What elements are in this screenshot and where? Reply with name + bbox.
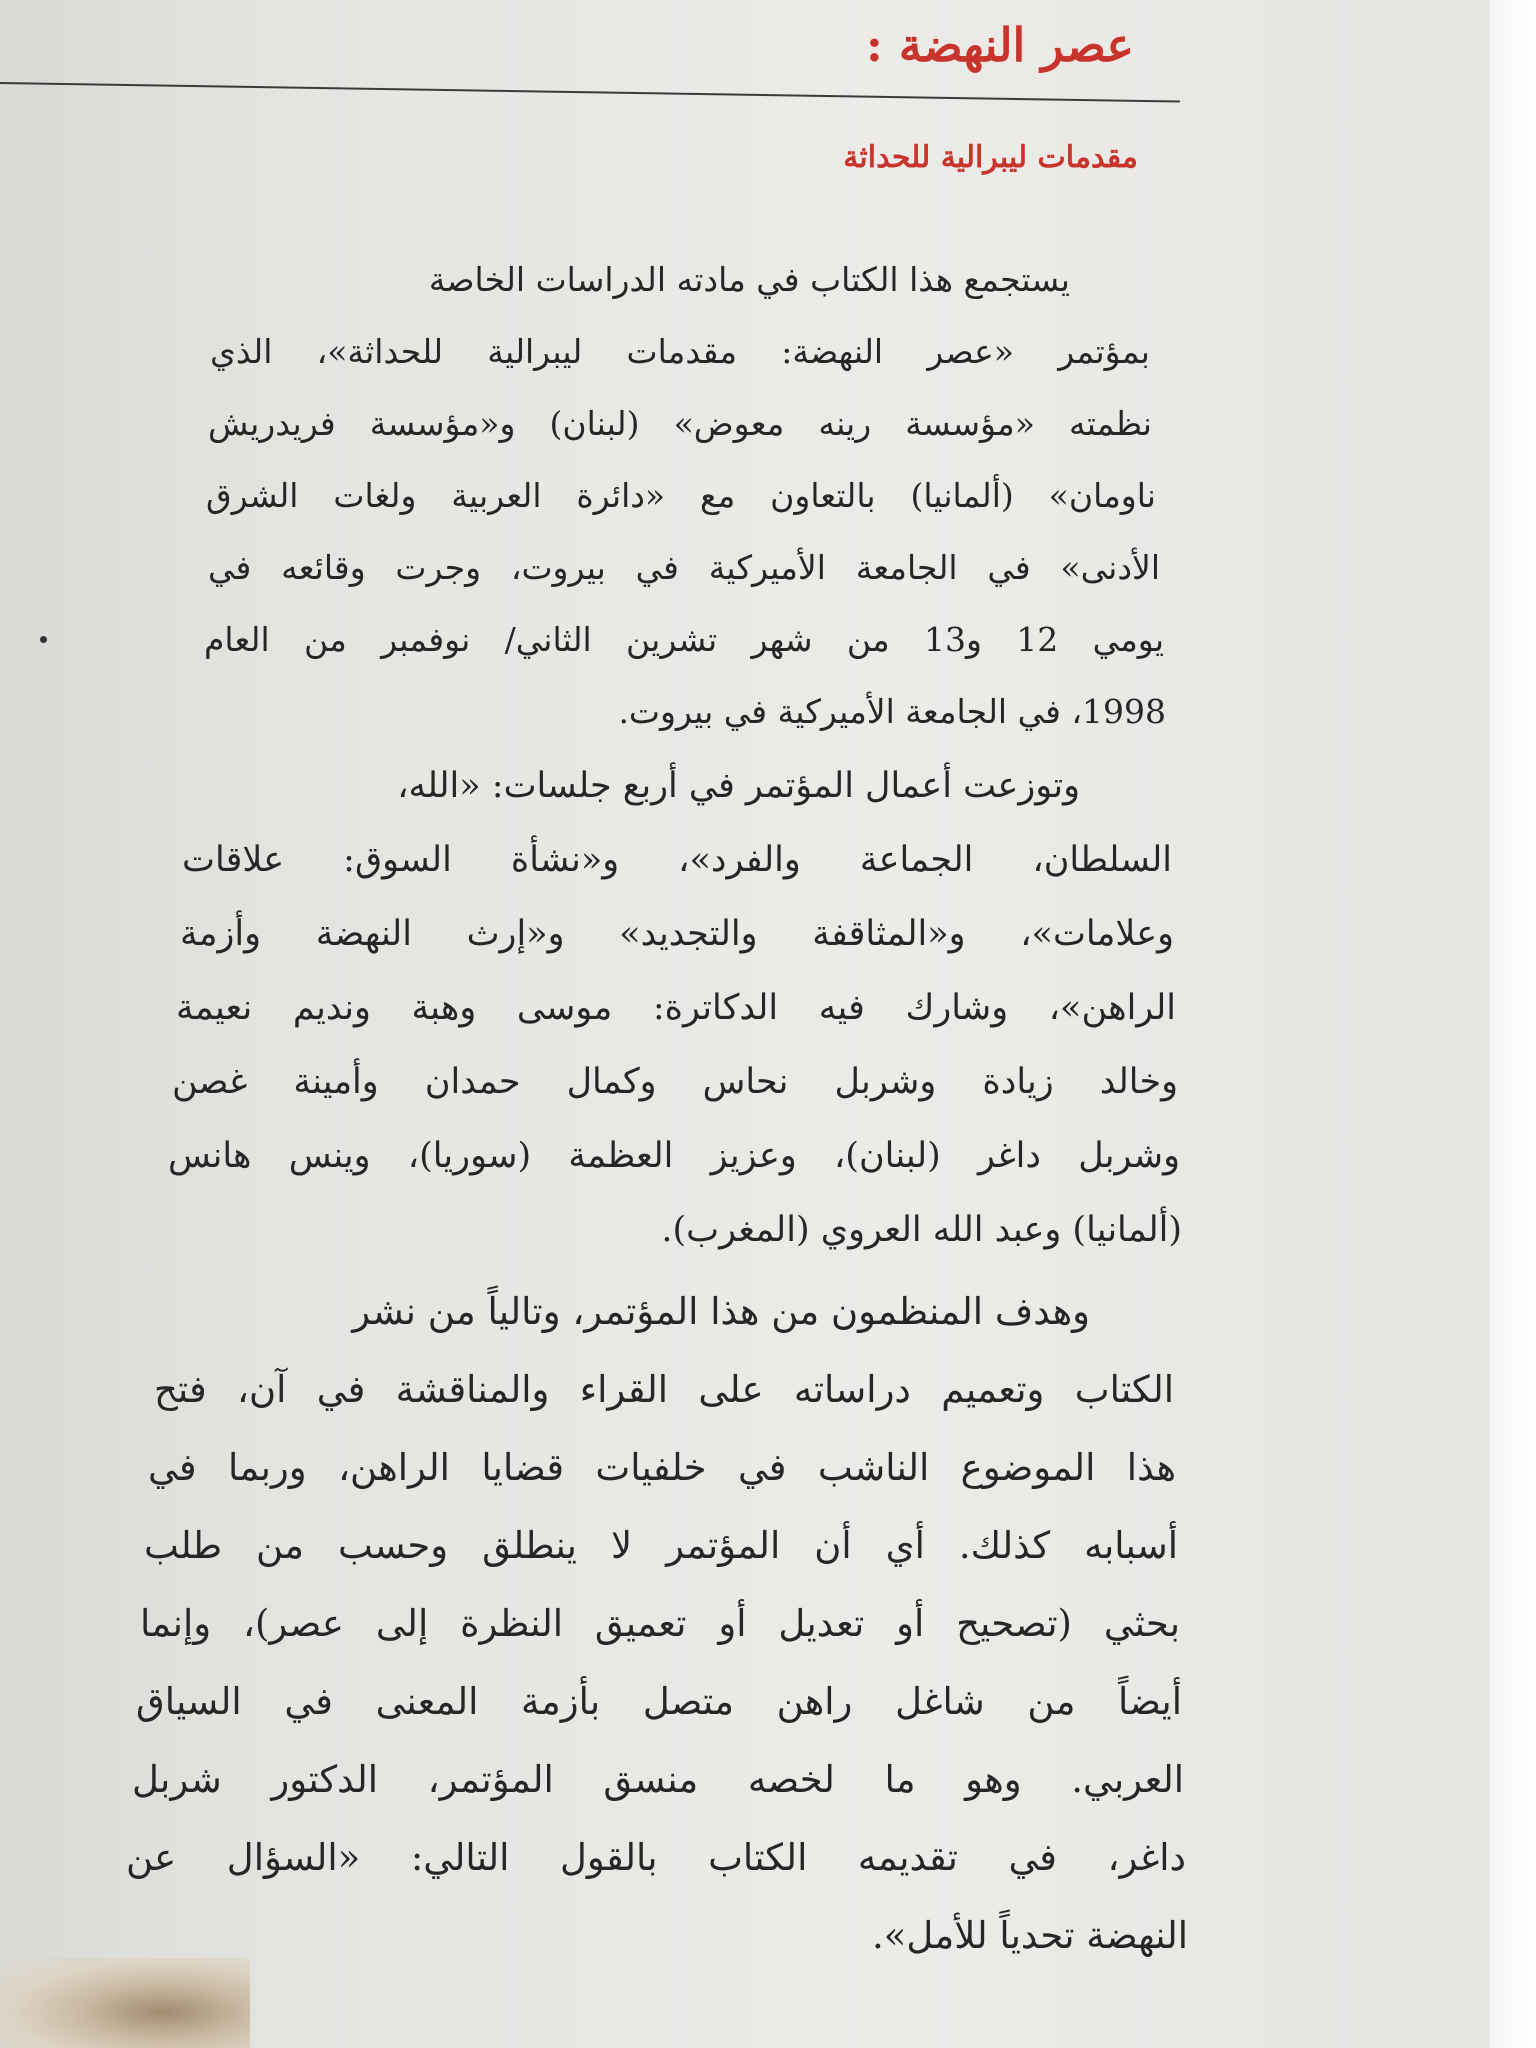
paragraph-line: هذا الموضوع الناشب في خلفيات قضايا الراهن، وربما في <box>148 1446 1176 1489</box>
paragraph-line: أيضاً من شاغل راهن متصل بأزمة المعنى في السياق <box>136 1680 1182 1723</box>
page-edge <box>1490 0 1536 2048</box>
ink-dot <box>40 636 47 643</box>
paragraph-line: بحثي (تصحيح أو تعديل أو تعميق النظرة إلى عصر)، وإنما <box>140 1602 1180 1645</box>
paragraph-line: الكتاب وتعميم دراساته على القراء والمناقشة في آن، فتح <box>154 1368 1174 1411</box>
header-rule <box>0 82 1180 103</box>
paragraph-line: أسبابه كذلك. أي أن المؤتمر لا ينطلق وحسب من طلب <box>144 1524 1178 1567</box>
paragraph-line: العربي. وهو ما لخصه منسق المؤتمر، الدكتور شربل <box>132 1758 1184 1801</box>
paragraph-line: الأدنى» في الجامعة الأميركية في بيروت، وجرت وقائعه في <box>208 548 1160 587</box>
paragraph-line: وهدف المنظمون من هذا المؤتمر، وتالياً من نشر <box>352 1290 1090 1333</box>
chapter-title: عصر النهضة : <box>865 18 1134 72</box>
page-stain <box>0 1958 250 2048</box>
paragraph-line: النهضة تحدياً للأمل». <box>872 1914 1188 1957</box>
paragraph-line: يستجمع هذا الكتاب في مادته الدراسات الخاصة <box>428 260 1070 299</box>
paragraph-line: بمؤتمر «عصر النهضة: مقدمات ليبرالية للحداثة»، الذي <box>210 332 1150 371</box>
paragraph-line: وتوزعت أعمال المؤتمر في أربع جلسات: «الله، <box>397 766 1080 806</box>
paragraph-line: وعلامات»، و«المثاقفة والتجديد» و«إرث النهضة وأزمة <box>180 914 1174 954</box>
paragraph-line: نظمته «مؤسسة رينه معوض» (لبنان) و«مؤسسة فريدريش <box>208 404 1152 443</box>
paragraph-line: داغر، في تقديمه الكتاب بالقول التالي: «السؤال عن <box>126 1836 1186 1879</box>
paragraph-line: وخالد زيادة وشربل نحاس وكمال حمدان وأمينة غصن <box>172 1062 1178 1102</box>
paragraph-line: 1998، في الجامعة الأميركية في بيروت. <box>618 692 1166 731</box>
paragraph-line: الراهن»، وشارك فيه الدكاترة: موسى وهبة ونديم نعيمة <box>176 988 1176 1028</box>
paragraph-line: يومي 12 و13 من شهر تشرين الثاني/ نوفمبر من العام <box>204 620 1165 659</box>
paragraph-line: ناومان» (ألمانيا) بالتعاون مع «دائرة العربية ولغات الشرق <box>206 476 1156 515</box>
chapter-subtitle: مقدمات ليبرالية للحداثة <box>843 140 1138 175</box>
paragraph-line: وشربل داغر (لبنان)، وعزيز العظمة (سوريا)، وينس هانس <box>168 1136 1180 1176</box>
paragraph-line: (ألمانيا) وعبد الله العروي (المغرب). <box>661 1210 1182 1250</box>
paragraph-line: السلطان، الجماعة والفرد»، و«نشأة السوق: علاقات <box>182 840 1172 880</box>
